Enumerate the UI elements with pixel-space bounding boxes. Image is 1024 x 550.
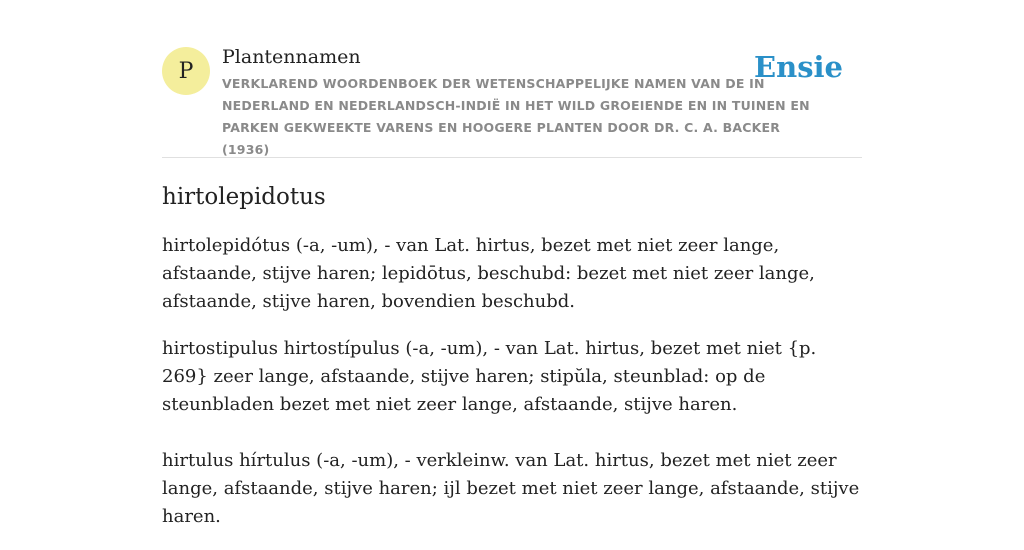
entry-content [162,180,867,550]
header-divider [162,157,862,158]
entry-title: hirtolepidotus [162,184,326,210]
book-description: VERKLAREND WOORDENBOEK DER WETENSCHAPPELIJKE NAMEN VAN DE IN NEDERLAND EN NEDERLANDSCH-INDIË IN HET WILD GROEIENDE EN IN TUINEN EN PARKEN GEKWEEKTE VARENS EN HOOGERE PLANTEN DOOR DR. C. A. BACKER (1936) [222,76,810,157]
entry-paragraph: hirtostipulus hirtostípulus (-a, -um), - van Lat. hirtus, bezet met niet {p. 269} zeer lange, afstaande, stijve haren; stipŭla, steunblad: op de steunbladen bezet met niet zeer lange, afstaande, stijve haren. [162,338,817,415]
entry-paragraph: hirtulus hírtulus (-a, -um), - verkleinw. van Lat. hirtus, bezet met niet zeer lange, afstaande, stijve haren; ijl bezet met niet zeer lange, afstaande, stijve haren. [162,450,860,527]
ensie-logo[interactable]: Ensie [754,50,843,84]
book-title[interactable]: Plantennamen [222,46,361,68]
book-header [162,42,862,157]
book-avatar[interactable]: P [162,47,210,95]
entry-paragraph: hirtolepidótus (-a, -um), - van Lat. hirtus, bezet met niet zeer lange, afstaande, stijve haren; lepidōtus, beschubd: bezet met niet zeer lange, afstaande, stijve haren, bovendien beschubd. [162,235,815,312]
